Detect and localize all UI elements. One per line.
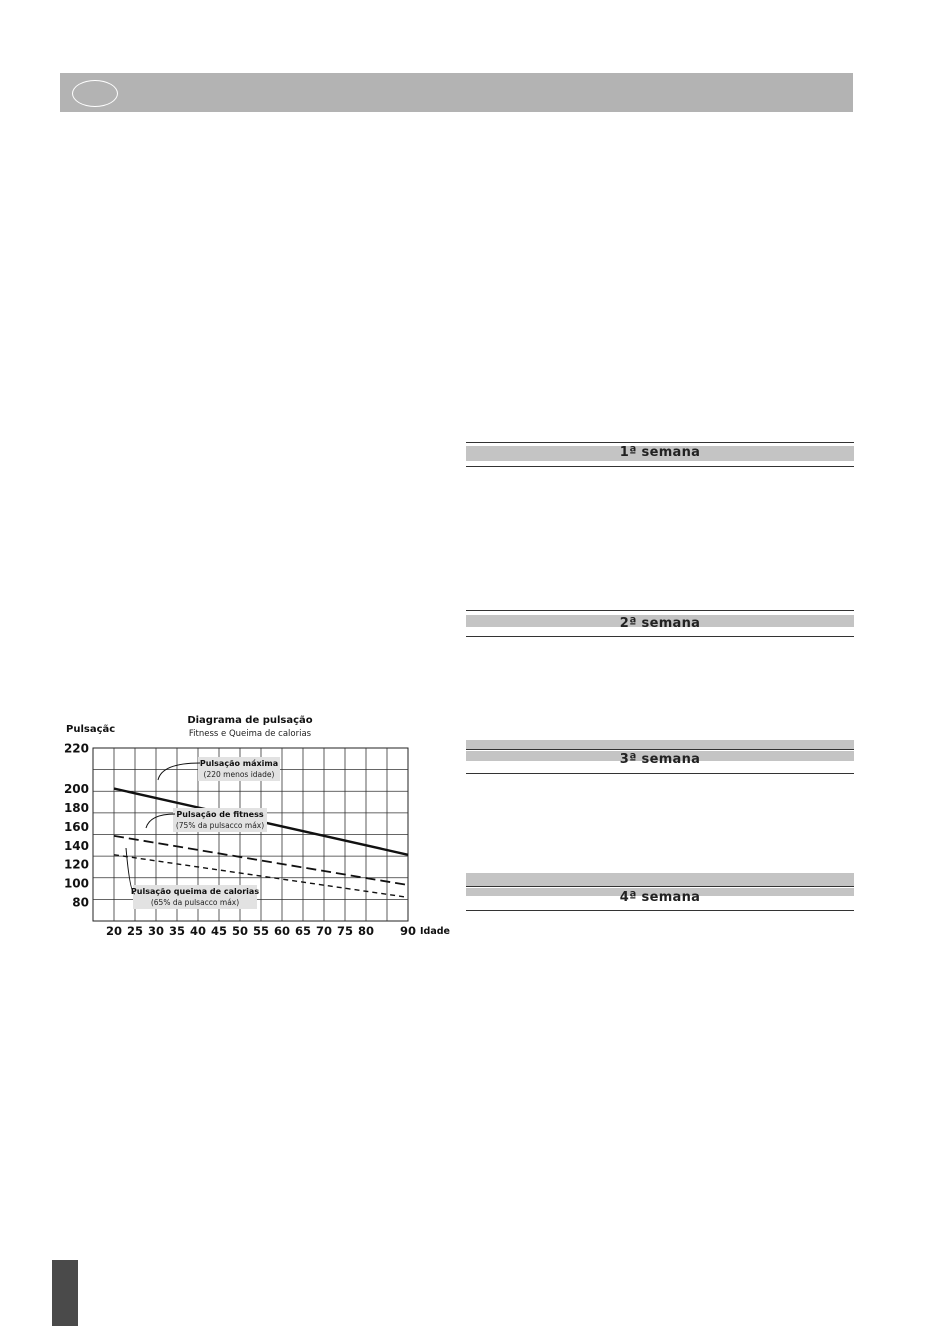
chart-subtitle: Fitness e Queima de calorias (188, 729, 312, 739)
week-2-header (466, 610, 854, 638)
header-bar (60, 73, 853, 112)
page-edge-tab (52, 1260, 78, 1326)
series-note-label-0: (220 menos idade) (203, 770, 275, 779)
series-leader-line-1 (146, 814, 175, 828)
pulse-chart (60, 708, 452, 948)
x-tick-label: 80 (357, 924, 375, 938)
series-name-label-1: Pulsação de fitness (176, 810, 264, 819)
week-4-header (466, 873, 854, 913)
language-badge-oval (72, 80, 118, 107)
x-tick-label: 20 (105, 924, 123, 938)
x-tick-label: 75 (336, 924, 354, 938)
x-tick-label: 90 (399, 924, 417, 938)
series-name-label-0: Pulsação máxima (199, 759, 279, 768)
series-note-label-2: (65% da pulsacco máx) (150, 898, 240, 907)
week-1-header (466, 442, 854, 468)
week-1-label: 1ª semana (619, 445, 701, 460)
chart-xlabel: Idade (420, 926, 450, 937)
x-tick-label: 35 (168, 924, 186, 938)
chart-ylabel: Pulsaçãc (66, 724, 116, 735)
x-tick-label: 40 (189, 924, 207, 938)
x-tick-label: 25 (126, 924, 144, 938)
series-leader-line-0 (158, 763, 200, 780)
y-tick-label: 140 (63, 838, 89, 853)
week-2-label: 2ª semana (619, 616, 701, 631)
x-tick-label: 70 (315, 924, 333, 938)
week-3-label: 3ª semana (619, 752, 701, 767)
y-tick-label: 100 (63, 876, 89, 891)
x-tick-label: 50 (231, 924, 249, 938)
x-tick-label: 55 (252, 924, 270, 938)
series-note-label-1: (75% da pulsacco máx) (175, 821, 265, 830)
pulse-chart-svg (60, 708, 452, 948)
y-tick-label: 180 (63, 800, 89, 815)
y-tick-label: 200 (63, 782, 89, 797)
y-tick-label: 80 (72, 895, 89, 910)
x-tick-label: 60 (273, 924, 291, 938)
y-tick-label: 220 (63, 741, 89, 756)
x-tick-label: 65 (294, 924, 312, 938)
x-tick-label: 30 (147, 924, 165, 938)
week-4-label: 4ª semana (619, 890, 701, 905)
week-3-header (466, 740, 854, 775)
y-tick-label: 120 (63, 857, 89, 872)
y-tick-label: 160 (63, 819, 89, 834)
chart-title: Diagrama de pulsação (187, 715, 313, 726)
x-tick-label: 45 (210, 924, 228, 938)
series-name-label-2: Pulsação queima de calorias (130, 887, 260, 896)
